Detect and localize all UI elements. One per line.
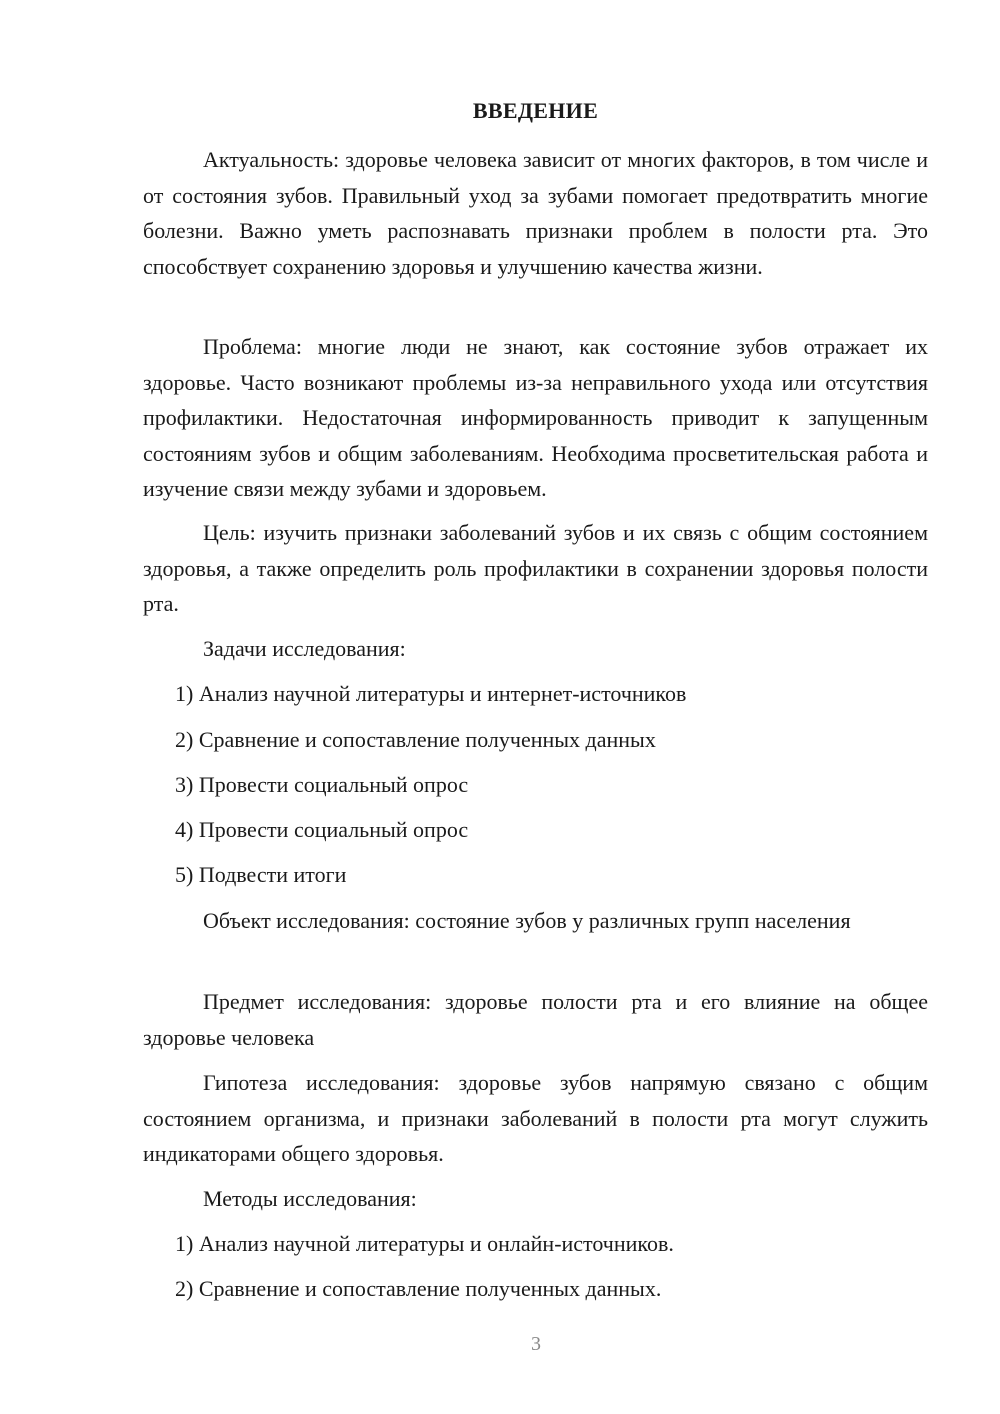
method-item: 2) Сравнение и сопоставление полученных данных. [175, 1276, 662, 1301]
goal-paragraph: Цель: изучить признаки заболеваний зубов и их связь с общим состоянием здоровья, а также определить роль профилактики в сохранении здоровья полости рта. [143, 520, 928, 616]
subject-paragraph: Предмет исследования: здоровье полости рта и его влияние на общее здоровье человека [143, 989, 928, 1050]
section-heading: ВВЕДЕНИЕ [472, 98, 599, 123]
problem-paragraph: Проблема: многие люди не знают, как состояние зубов отражает их здоровье. Часто возникают проблемы из-за неправильного ухода или отсутствия профилактики. Недостаточная информированность приводит к запущенным состояниям зубов и общим заболеваниям. Необходима просветительская работа и изучение связи между зубами и здоровьем. [143, 334, 928, 501]
methods-title: Методы исследования: [203, 1186, 417, 1211]
method-item: 1) Анализ научной литературы и онлайн-источников. [175, 1231, 674, 1256]
task-item: 3) Провести социальный опрос [175, 772, 469, 797]
tasks-title: Задачи исследования: [203, 636, 406, 661]
page-number: 3 [531, 1333, 541, 1355]
task-item: 5) Подвести итоги [175, 862, 347, 887]
task-item: 1) Анализ научной литературы и интернет-источников [175, 681, 687, 706]
relevance-paragraph: Актуальность: здоровье человека зависит от многих факторов, в том числе и от состояния зубов. Правильный уход за зубами помогает предотвратить многие болезни. Важно уметь распознавать признаки проблем в полости рта. Это способствует сохранению здоровья и улучшению качества жизни. [143, 147, 928, 279]
task-item: 2) Сравнение и сопоставление полученных данных [175, 727, 656, 752]
object-paragraph: Объект исследования: состояние зубов у различных групп населения [203, 908, 851, 933]
hypothesis-paragraph: Гипотеза исследования: здоровье зубов напрямую связано с общим состоянием организма, и признаки заболеваний в полости рта могут служить индикаторами общего здоровья. [143, 1070, 928, 1166]
task-item: 4) Провести социальный опрос [175, 817, 469, 842]
